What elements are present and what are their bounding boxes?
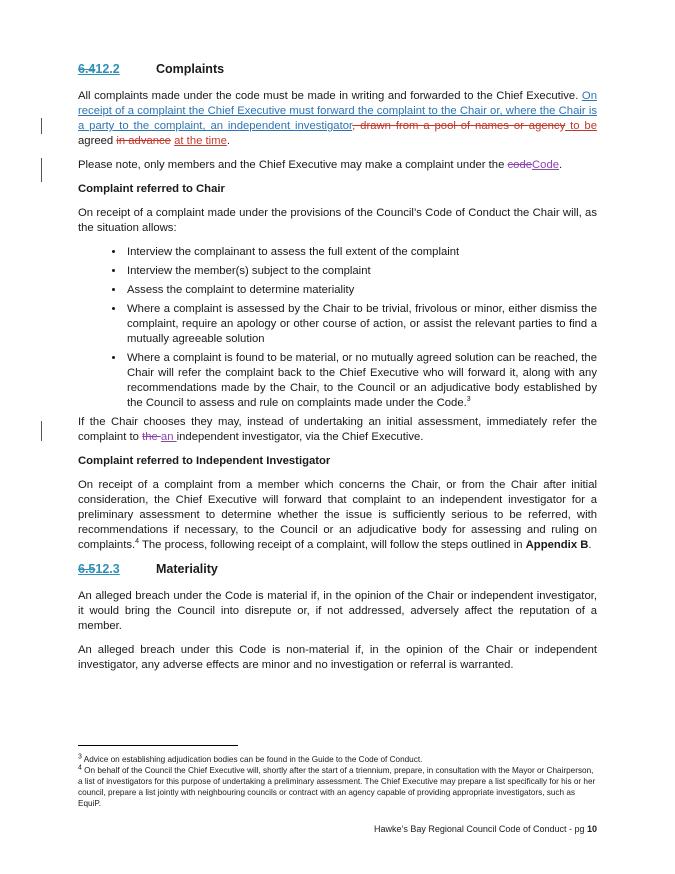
list-item: • Where a complaint is assessed by the Chair to be trivial, frivolous or minor, either dismiss the complaint, require an apology or other course of action, or assist the relevant parties to find a mutually agreeable solution	[125, 302, 597, 347]
footnote-ref[interactable]: 4	[135, 538, 140, 546]
note-paragraph: Please note, only members and the Chief Executive may make a complaint under the codeCode.	[78, 159, 563, 171]
list-item: • Interview the member(s) subject to the complaint	[125, 264, 597, 279]
subheading-investigator: Complaint referred to Independent Investigator	[78, 455, 331, 467]
change-bar	[41, 118, 42, 134]
footnotes	[78, 754, 598, 809]
appendix-reference: Appendix B	[525, 539, 589, 551]
chair-intro-paragraph: On receipt of a complaint made under the provisions of the Council’s Code of Conduct the Chair will, as the situation allows:	[78, 207, 597, 234]
chair-actions-list	[78, 245, 597, 411]
change-bar	[41, 158, 42, 182]
section-heading-materiality	[78, 562, 597, 577]
change-bar	[41, 421, 42, 441]
investigator-paragraph: On receipt of a complaint from a member which concerns the Chair, or from the Chair after initial consideration, the Chief Executive will forward that complaint to an independent investigator for a preliminary assessment to determine whether the issue is sufficiently serious to be referred, with recommendations if necessary, to the Council or an adjudicative body for assessing and ruling on complaints.$^4$ The process, following receipt of a complaint, will follow the steps outlined in Appendix B.	[78, 479, 597, 551]
footnote: $^4$ On behalf of the Council the Chief Executive will, shortly after the start of a triennium, prepare, in consultation with the Mayor or Chairperson, a list of investigators for this purpose of undertaking a preliminary assessment. The Chief Executive may prepare a list specifically for his or her council, prepare a list jointly with neighbouring councils or contract with an agency capable of providing appropriate investigators, such as EquiP.	[78, 764, 596, 808]
document-body	[78, 58, 597, 682]
section-number: 6.512.3	[78, 562, 120, 576]
page-number: 10	[586, 824, 597, 834]
tracked-deletion: the	[142, 431, 161, 443]
section-heading-complaints	[78, 62, 597, 77]
complaints-paragraph: All complaints made under the code must be made in writing and forwarded to the Chief Executive. On receipt of a complaint the Chief Executive must forward the complaint to the Chair or, where the Chair is a party to the complaint, an independent investigator, drawn from a pool of names or agency to be agreed in advance at the time.	[78, 90, 598, 147]
non-materiality-paragraph: An alleged breach under this Code is non-material if, in the opinion of the Chair or independent investigator, any adverse effects are minor and no investigation or referral is warranted.	[78, 644, 597, 671]
footnote-ref[interactable]: 3	[466, 396, 471, 404]
page-footer: Hawke’s Bay Regional Council Code of Conduct - pg 10	[374, 824, 597, 834]
tracked-deletion: code	[507, 159, 533, 171]
list-item: • Interview the complainant to assess the full extent of the complaint	[125, 245, 597, 260]
tracked-insertion: at the time	[174, 135, 227, 147]
footnote: $^3$ Advice on establishing adjudication bodies can be found in the Guide to the Code of Conduct.	[78, 753, 423, 764]
list-item: • Where a complaint is found to be material, or no mutually agreed solution can be reached, the Chair will refer the complaint back to the Chief Executive who will forward it, along with any recommendations made by the Chair, to the Council or an adjudicative body established by the Council to assess and rule on complaints made under the Code.$^3$	[125, 351, 597, 411]
chair-referral-paragraph: If the Chair chooses they may, instead of undertaking an initial assessment, immediately refer the complaint to the an independent investigator, via the Chief Executive.	[78, 416, 597, 443]
section-number: 6.412.2	[78, 62, 120, 76]
section-title: Materiality	[156, 562, 218, 576]
tracked-insertion: Code	[532, 159, 560, 171]
tracked-insertion: On receipt of a complaint the Chief Executive must forward the complaint to the Chair or, where the Chair is a party to the complaint, an independent investigator	[78, 90, 597, 132]
section-title: Complaints	[156, 62, 225, 76]
footnote-separator	[78, 745, 238, 746]
materiality-paragraph: An alleged breach under the Code is material if, in the opinion of the Chair or independent investigator, it would bring the Council into disrepute or, if not addressed, adversely affect the reputation of a member.	[78, 590, 597, 632]
subheading-chair: Complaint referred to Chair	[78, 183, 225, 195]
tracked-insertion: an	[160, 431, 177, 443]
list-item: • Assess the complaint to determine materiality	[125, 283, 597, 298]
tracked-deletion: , drawn from a pool of names or agency	[352, 120, 566, 132]
tracked-deletion: in advance	[116, 135, 171, 147]
tracked-insertion: to be	[565, 120, 598, 132]
